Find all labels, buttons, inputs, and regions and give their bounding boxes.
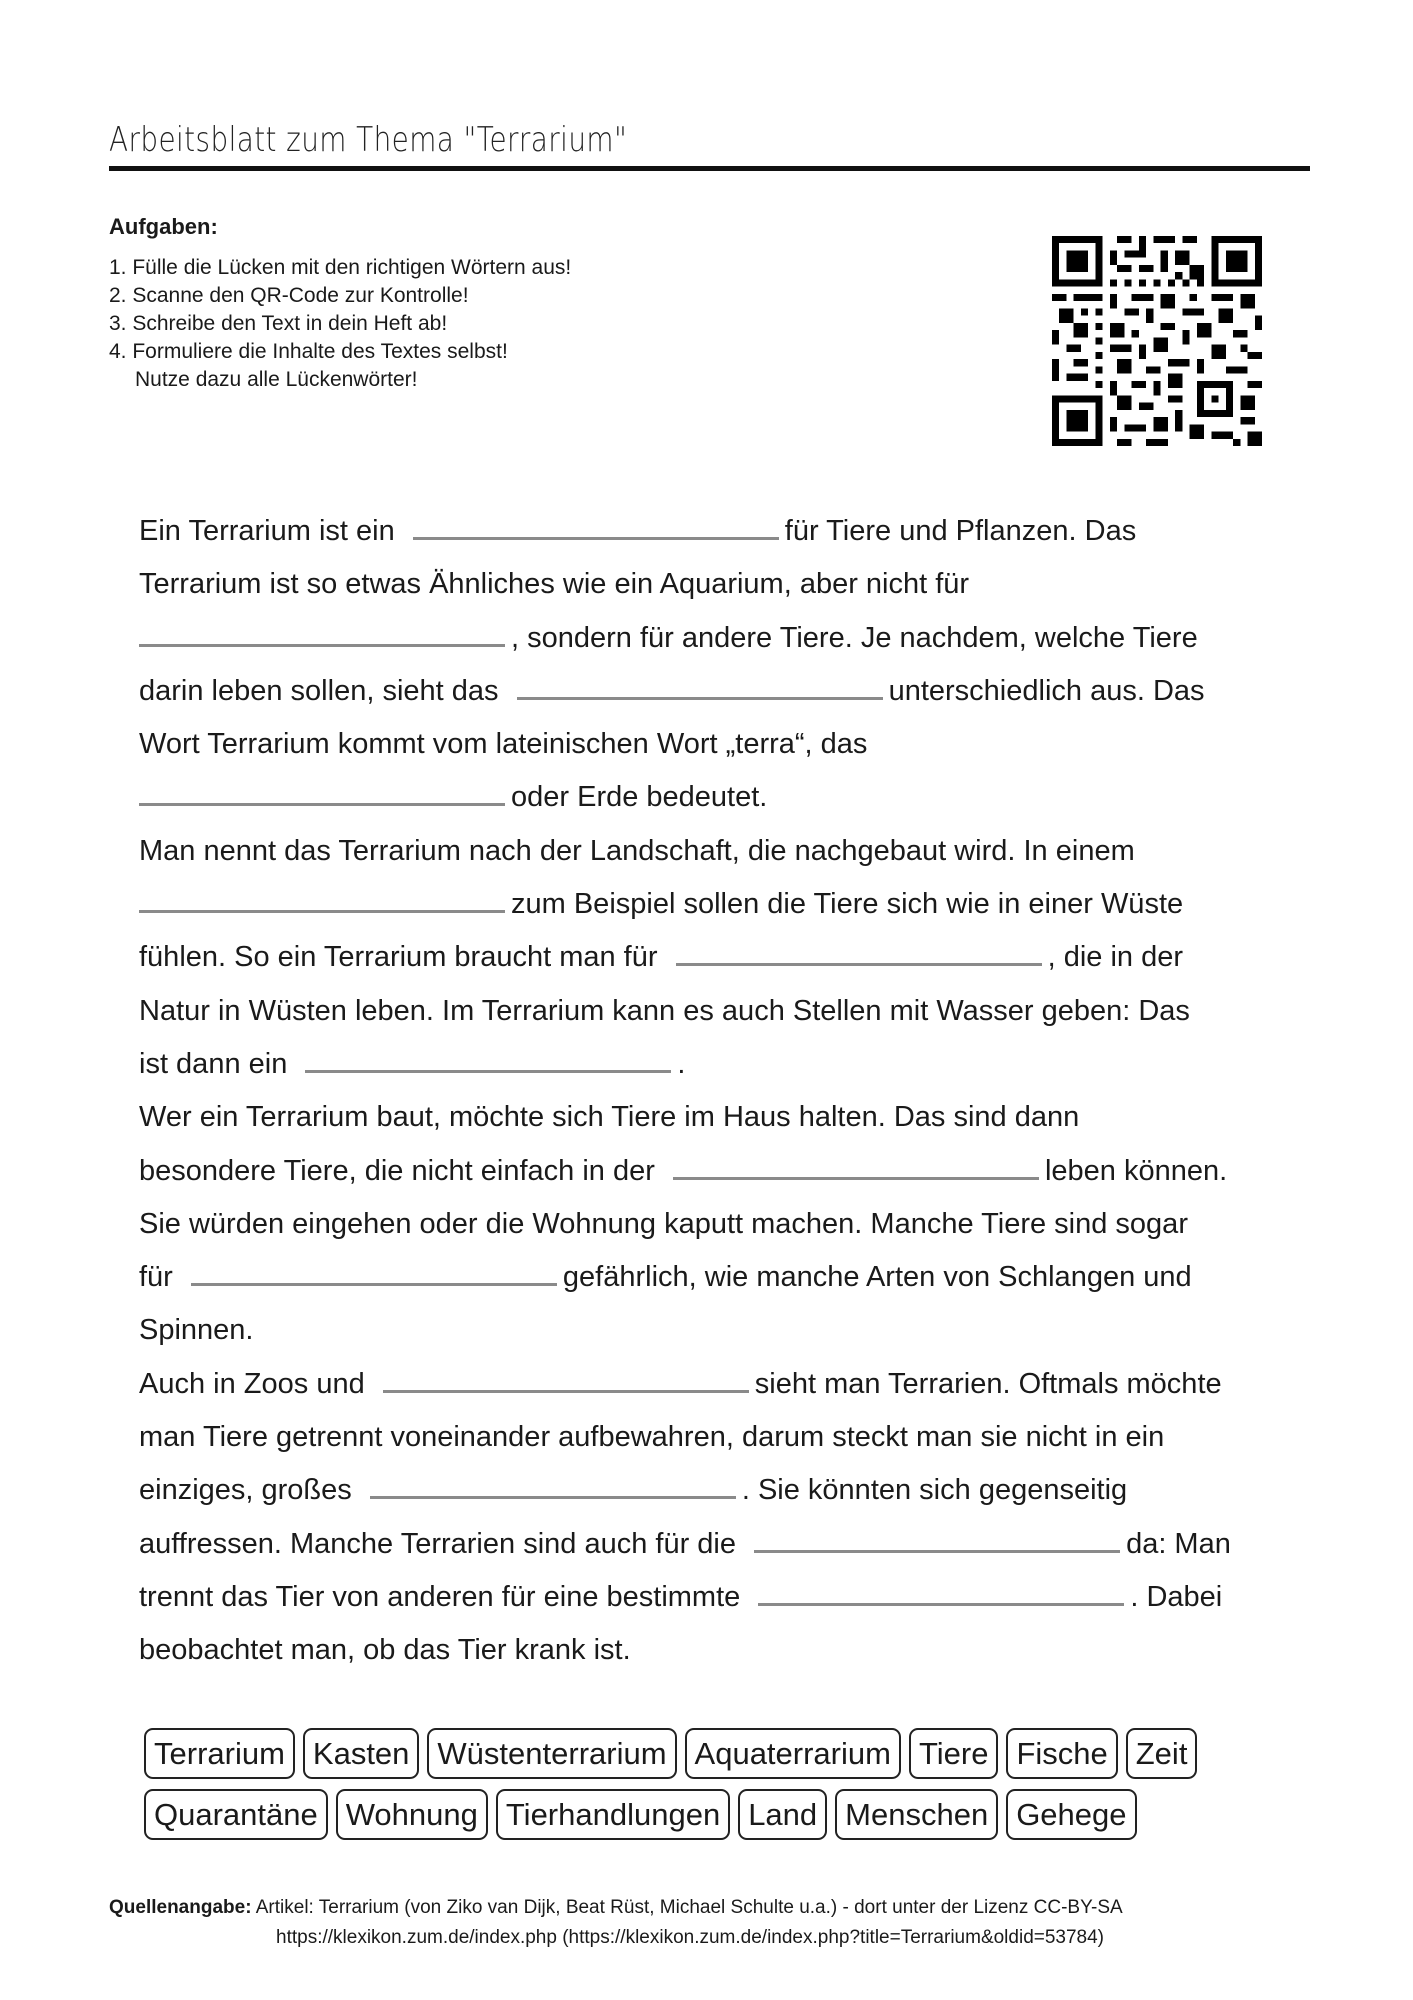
word-chip[interactable]: Gehege: [1006, 1789, 1136, 1840]
text-segment: sieht man Terrarien. Oftmals möchte: [754, 1367, 1222, 1400]
text-segment: auffressen. Manche Terrarien sind auch für die: [139, 1527, 736, 1560]
text-segment: Ein Terrarium ist ein: [139, 515, 395, 547]
text-segment: für: [139, 1261, 173, 1294]
task-item: 3. Schreibe den Text in dein Heft ab!: [109, 312, 448, 335]
word-bank-row: [144, 1789, 1264, 1840]
text-segment: Wer ein Terrarium baut, möchte sich Tiere im Haus halten. Das sind dann: [139, 1101, 1080, 1134]
blank-5[interactable]: [139, 886, 505, 913]
worksheet-title: Arbeitsblatt zum Thema "Terrarium": [109, 120, 628, 160]
word-chip[interactable]: Terrarium: [144, 1728, 295, 1779]
blank-2[interactable]: [139, 620, 505, 647]
blank-1[interactable]: [413, 513, 779, 540]
word-chip[interactable]: Fische: [1006, 1728, 1117, 1779]
text-line: [139, 558, 1279, 611]
text-segment: einziges, großes: [139, 1474, 352, 1507]
text-segment: unterschiedlich aus. Das: [888, 674, 1205, 707]
text-line: [139, 878, 1279, 931]
source-line-1: [109, 1893, 1123, 1923]
text-line: [139, 505, 1279, 558]
text-segment: .: [677, 1047, 686, 1080]
blank-3[interactable]: [517, 673, 883, 700]
text-line: [139, 1198, 1279, 1251]
tasks-heading: Aufgaben:: [109, 214, 218, 239]
text-segment: trennt das Tier von anderen für eine bestimmte: [139, 1580, 741, 1613]
text-segment: Wort Terrarium kommt vom lateinischen Wort „terra“, das: [139, 728, 868, 761]
text-segment: Natur in Wüsten leben. Im Terrarium kann es auch Stellen mit Wasser geben: Das: [139, 994, 1190, 1027]
blank-10[interactable]: [383, 1366, 749, 1393]
word-chip[interactable]: Wüstenterrarium: [427, 1728, 676, 1779]
text-segment: Spinnen.: [139, 1314, 254, 1347]
text-segment: . Dabei: [1130, 1580, 1223, 1613]
blank-13[interactable]: [758, 1579, 1124, 1606]
text-line: [139, 985, 1279, 1038]
blank-7[interactable]: [305, 1046, 671, 1073]
blank-12[interactable]: [754, 1526, 1120, 1553]
text-line: [139, 1091, 1279, 1144]
task-item: 1. Fülle die Lücken mit den richtigen Wörtern aus!: [109, 256, 572, 279]
text-segment: ist dann ein: [139, 1047, 288, 1080]
text-line: [139, 1411, 1279, 1464]
text-segment: da: Man: [1126, 1527, 1231, 1560]
text-segment: oder Erde bedeutet.: [511, 781, 768, 814]
task-item: 4. Formuliere die Inhalte des Textes selbst!: [109, 340, 508, 363]
word-chip[interactable]: Kasten: [303, 1728, 420, 1779]
text-segment: Auch in Zoos und: [139, 1367, 365, 1400]
cloze-text: [139, 505, 1279, 1678]
text-segment: fühlen. So ein Terrarium braucht man für: [139, 941, 658, 974]
text-line: [139, 1145, 1279, 1198]
word-chip[interactable]: Quarantäne: [144, 1789, 328, 1840]
text-segment: besondere Tiere, die nicht einfach in der: [139, 1154, 655, 1187]
text-line: [139, 1304, 1279, 1357]
source-text: Artikel: Terrarium (von Ziko van Dijk, Beat Rüst, Michael Schulte u.a.) - dort unter der Lizenz CC-BY-SA: [251, 1897, 1123, 1918]
text-segment: man Tiere getrennt voneinander aufbewahren, darum steckt man sie nicht in ein: [139, 1421, 1165, 1454]
text-segment: zum Beispiel sollen die Tiere sich wie in einer Wüste: [511, 888, 1184, 921]
source-link[interactable]: https://klexikon.zum.de/index.php (https://klexikon.zum.de/index.php?title=Terrarium&oldid=53784): [276, 1927, 1105, 1948]
blank-11[interactable]: [370, 1472, 736, 1499]
task-item-continuation: Nutze dazu alle Lückenwörter!: [135, 368, 418, 391]
word-chip[interactable]: Tiere: [909, 1728, 998, 1779]
text-line: [139, 612, 1279, 665]
text-line: [139, 1464, 1279, 1517]
word-chip[interactable]: Tierhandlungen: [496, 1789, 730, 1840]
word-chip[interactable]: Menschen: [835, 1789, 998, 1840]
text-line: [139, 1038, 1279, 1091]
text-segment: gefährlich, wie manche Arten von Schlangen und: [562, 1261, 1192, 1294]
qr-code-icon: [1052, 236, 1262, 446]
text-segment: für Tiere und Pflanzen. Das: [784, 515, 1137, 547]
word-bank: [144, 1728, 1264, 1850]
blank-9[interactable]: [191, 1259, 557, 1286]
text-segment: Man nennt das Terrarium nach der Landschaft, die nachgebaut wird. In einem: [139, 834, 1135, 867]
text-line: [139, 1358, 1279, 1411]
word-chip[interactable]: Wohnung: [336, 1789, 488, 1840]
word-chip[interactable]: Land: [738, 1789, 827, 1840]
text-line: [139, 1251, 1279, 1304]
text-line: [139, 825, 1279, 878]
text-segment: , die in der: [1047, 941, 1183, 974]
blank-4[interactable]: [139, 779, 505, 806]
word-chip[interactable]: Zeit: [1126, 1728, 1198, 1779]
text-line: [139, 718, 1279, 771]
source-label: Quellenangabe:: [109, 1897, 252, 1918]
text-segment: leben können.: [1044, 1154, 1228, 1187]
text-segment: darin leben sollen, sieht das: [139, 674, 499, 707]
word-chip[interactable]: Aquaterrarium: [685, 1728, 901, 1779]
word-bank-row: [144, 1728, 1264, 1779]
text-line: [139, 1624, 1279, 1677]
task-item: 2. Scanne den QR-Code zur Kontrolle!: [109, 284, 469, 307]
task-list: [109, 254, 571, 394]
text-line: [139, 771, 1279, 824]
text-line: [139, 1518, 1279, 1571]
title-divider: [109, 166, 1310, 171]
source-citation: [109, 1893, 1123, 1953]
text-segment: Terrarium ist so etwas Ähnliches wie ein Aquarium, aber nicht für: [139, 568, 970, 601]
text-segment: Sie würden eingehen oder die Wohnung kaputt machen. Manche Tiere sind sogar: [139, 1207, 1188, 1240]
text-line: [139, 665, 1279, 718]
blank-6[interactable]: [676, 939, 1042, 966]
text-segment: beobachtet man, ob das Tier krank ist.: [139, 1634, 631, 1667]
text-line: [139, 1571, 1279, 1624]
blank-8[interactable]: [673, 1153, 1039, 1180]
text-segment: , sondern für andere Tiere. Je nachdem, welche Tiere: [511, 621, 1198, 654]
text-segment: . Sie könnten sich gegenseitig: [741, 1474, 1128, 1507]
text-line: [139, 931, 1279, 984]
